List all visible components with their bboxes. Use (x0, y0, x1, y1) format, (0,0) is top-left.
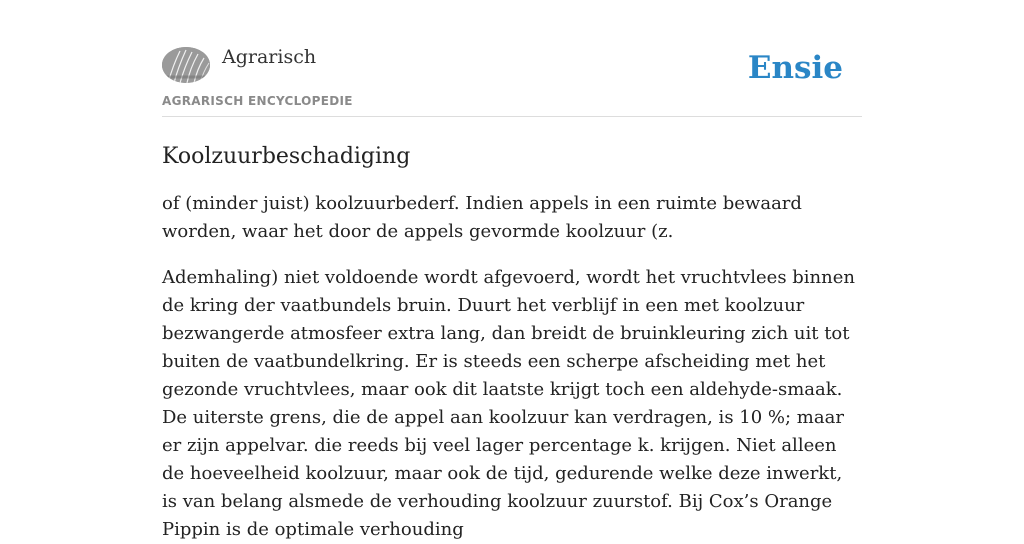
page-title: Koolzuurbeschadiging (162, 144, 411, 169)
wheat-ears-icon[interactable] (162, 47, 210, 83)
ensie-logo[interactable]: Ensie (747, 50, 843, 86)
page (162, 0, 862, 544)
article-paragraph: of (minder juist) koolzuurbederf. Indien appels in een ruimte bewaard worden, waar het door de appels gevormde koolzuur (z. (162, 193, 802, 242)
source-caption: AGRARISCH ENCYCLOPEDIE (162, 94, 353, 108)
article-paragraph: Ademhaling) niet voldoende wordt afgevoerd, wordt het vruchtvlees binnen de kring der vaatbundels bruin. Duurt het verblijf in een met koolzuur bezwangerde atmosfeer extra lang, dan breidt de bruinkleuring zich uit tot buiten de vaatbundelkring. Er is steeds een scherpe afscheiding met het gezonde vruchtvlees, maar ook dit laatste krijgt toch een aldehyde-smaak. De uiterste grens, die de appel aan koolzuur kan verdragen, is 10 %; maar er zijn appelvar. die reeds bij veel lager percentage k. krijgen. Niet alleen de hoeveelheid koolzuur, maar ook de tijd, gedurende welke deze inwerkt, is van belang alsmede de verhouding koolzuur zuurstof. Bij Cox’s Orange Pippin is de optimale verhouding (162, 267, 855, 540)
source-name[interactable]: Agrarisch (222, 46, 317, 68)
source-header (162, 0, 862, 117)
